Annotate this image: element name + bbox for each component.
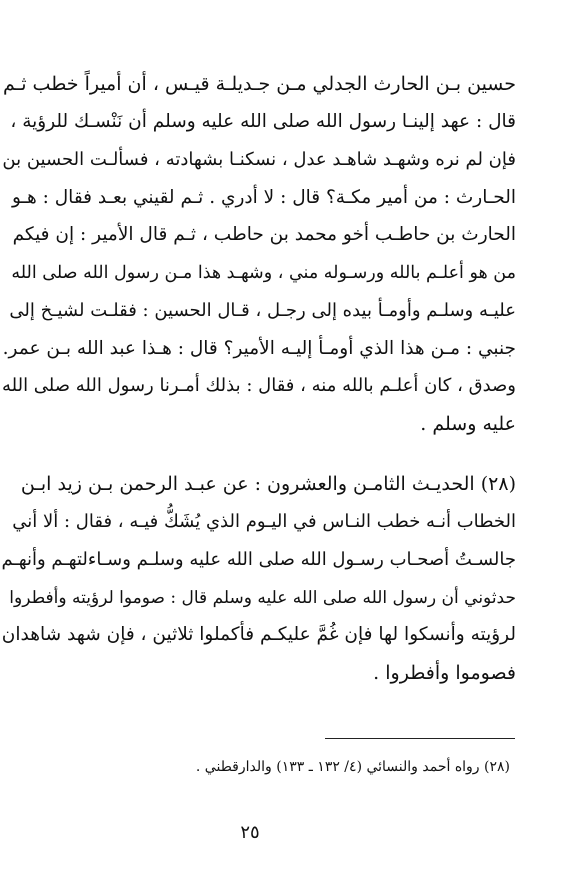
text-line-8: جنبي : مـن هذا الذي أومـأ إليـه الأمير؟ قال : هـذا عبد الله بـن عمر. xyxy=(2,338,516,359)
text-line-4: الحـارث : من أمير مكـة؟ قال : لا أدري . ثـم لقيني بعـد فقال : هـو xyxy=(12,187,516,208)
text-line-9: وصدق ، كان أعلـم بالله منه ، فقال : بذلك أمـرنا رسول الله صلى الله xyxy=(1,375,516,396)
text-line-5: الحارث بن حاطـب أخو محمد بن حاطب ، ثـم قال الأمير : إن فيكم xyxy=(12,224,516,245)
text-line-12: الخطاب أنـه خطب النـاس في اليـوم الذي يُشَكُّ فيـه ، فقال : ألا أني xyxy=(12,511,516,532)
footnote-divider xyxy=(325,738,515,739)
text-line-7: عليـه وسلـم وأومـأ بيده إلى رجـل ، قـال الحسين : فقلـت لشيـخ إلى xyxy=(9,300,516,321)
text-line-16: فصوموا وأفطروا . xyxy=(373,662,516,684)
hadith-heading-line: (٢٨) الحديـث الثامـن والعشرون : عن عبـد الرحمن بـن زيد ابـن xyxy=(20,473,516,495)
text-line-13: جالسـتُ أصحـاب رسـول الله صلى الله عليه وسلـم وسـاءلتهـم وأنهـم xyxy=(1,549,516,570)
text-line-15: لرؤيته وأنسكوا لها فإن غُمَّ عليكـم فأكملوا ثلاثين ، فإن شهد شاهدان xyxy=(1,624,516,645)
footnote: (٢٨) رواه أحمد والنسائي (٤/ ١٣٢ ـ ١٣٣) والدارقطني . xyxy=(195,759,510,775)
text-line-3: فإن لم نره وشهـد شاهـد عدل ، نسكنـا بشهادته ، فسألـت الحسين بن xyxy=(2,149,516,170)
page-number: ٢٥ xyxy=(240,822,260,843)
text-line-2: قال : عهد إلينـا رسول الله صلى الله عليه وسلم أن نَنْسـك للرؤية ، xyxy=(10,111,516,132)
text-line-14: حدثوني أن رسول الله صلى الله عليه وسلم قال : صوموا لرؤيته وأفطروا xyxy=(9,588,516,608)
text-line-1: حسين بـن الحارث الجدلي مـن جـديلـة قيـس ، أن أميراً خطب ثـم xyxy=(3,73,516,95)
text-line-6: من هو أعلـم بالله ورسـوله مني ، وشهـد هذا مـن رسول الله صلى الله xyxy=(11,263,516,283)
text-line-10: عليه وسلم . xyxy=(420,413,516,435)
